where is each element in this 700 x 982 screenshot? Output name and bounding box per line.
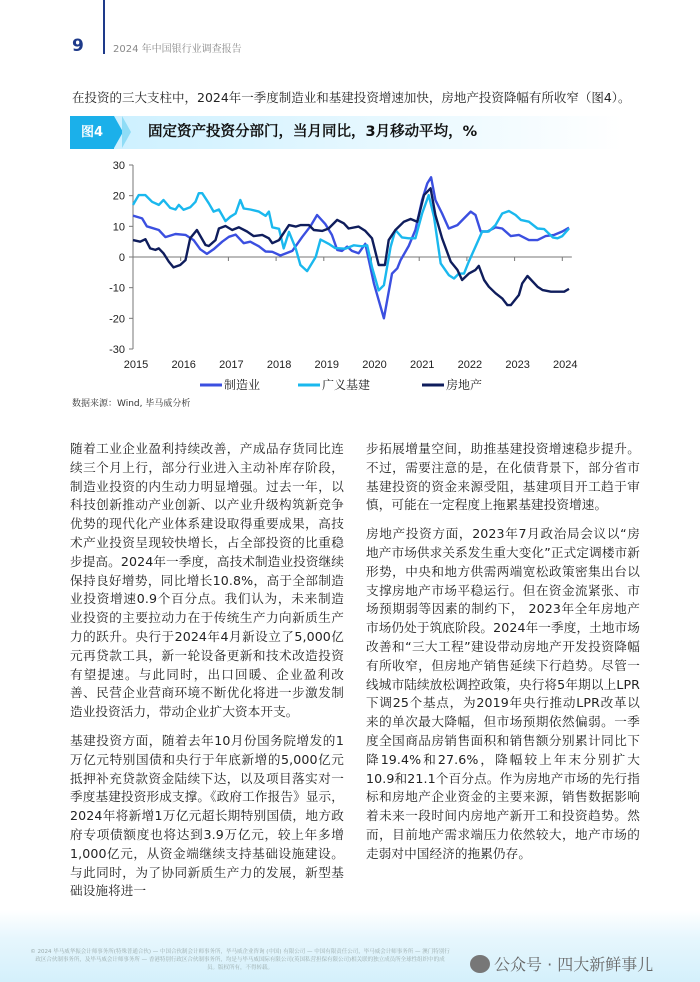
- x-tick-label: 2024: [553, 359, 578, 371]
- y-tick-label: 0: [118, 252, 125, 264]
- footer: [0, 910, 700, 982]
- x-tick-label: 2023: [505, 359, 530, 371]
- watermark: [470, 952, 653, 975]
- y-tick-label: -30: [109, 344, 125, 356]
- body-column-left: [70, 440, 344, 911]
- figure-label: 图4: [70, 116, 114, 149]
- watermark-text: 公众号 · 四大新鲜事儿: [494, 955, 654, 974]
- legend-label: 房地产: [446, 378, 483, 392]
- series-line-1: [133, 193, 569, 290]
- legend-label: 制造业: [224, 378, 261, 392]
- y-tick-label: 10: [112, 221, 125, 234]
- paragraph-infrastructure-cont: 步拓展增量空间，助推基建投资增速稳步提升。不过，需要注意的是，在化债背景下，部分省市基建投资的资金来源受阻，基建项目开工趋于审慎，可能在一定程度上拖累基建投资增速。: [366, 441, 640, 513]
- legal-notice: © 2024 毕马威华振会计师事务所(特殊普通合伙) — 中国合伙制会计师事务所，毕马威企业咨询 (中国) 有限公司 — 中国有限责任公司，毕马威会计师事务所 — 澳门特别行政区合伙制事务所，及毕马威会计师事务所 — 香港特别行政区合伙制事务所，均是与毕马威国际有限公司(英国私营担保有限公司)相关联的独立成员所全球性组织中的成员。版权所有，不得转载。: [30, 949, 450, 971]
- x-tick-label: 2015: [123, 359, 149, 371]
- legend-label: 广义基建: [322, 378, 371, 392]
- header-divider: [103, 0, 105, 54]
- running-title: 2024 年中国银行业调查报告: [113, 44, 242, 55]
- x-tick-label: 2021: [409, 359, 435, 371]
- x-tick-label: 2018: [266, 359, 292, 371]
- y-tick-label: -10: [109, 282, 125, 295]
- line-chart: [60, 150, 600, 394]
- paragraph-manufacturing: 随着工业企业盈利持续改善，产成品存货同比连续三个月上行，部分行业进入主动补库存阶段，制造业投资的内生动力明显增强。过去一年，以科技创新推动产业创新、以产业升级构筑新竞争优势的现代化产业体系建设取得重要成果，高技术产业投资呈现较快增长，占全部投资的比重稳步提高。2024年一季度，高技术制造业投资继续保持良好增势，同比增长10.8%，高于全部制造业投资增速0.9个百分点。我们认为，未来制造业投资的主要拉动力在于传统生产力向新质生产力的跃升。央行于2024年4月新设立了5,000亿元再贷款工具，新一轮设备更新和技术改造投资有望提速。与此同时，出口回暖、企业盈利改善、民营企业营商环境不断优化将进一步激发制造业投资活力，带动企业扩大资本开支。: [70, 441, 344, 720]
- y-tick-label: 20: [112, 190, 125, 203]
- x-tick-label: 2019: [314, 359, 340, 371]
- intro-paragraph: 在投资的三大支柱中，2024年一季度制造业和基建投资增速加快，房地产投资降幅有所收窄（图4）。: [72, 90, 631, 105]
- chevron-icon: [122, 116, 131, 148]
- x-tick-label: 2022: [457, 359, 483, 371]
- paragraph-infrastructure: 基建投资方面，随着去年10月份国务院增发的1万亿元特别国债和央行于年底新增的5,000亿元抵押补充贷款资金陆续下达，以及项目落实对一季度基建投资形成支撑。《政府工作报告》显示，2024年将新增1万亿元超长期特别国债，地方政府专项债额度也将达到3.9万亿元，较上年多增1,000亿元，从资金端继续支持基础设施建设。与此同时，为了协同新质生产力的发展，新型基础设施将进一: [70, 732, 344, 899]
- y-tick-label: -20: [109, 313, 125, 326]
- x-tick-label: 2016: [171, 359, 196, 371]
- figure-source: 数据来源：Wind, 毕马威分析: [72, 399, 191, 409]
- x-tick-label: 2017: [219, 359, 244, 371]
- x-tick-label: 2020: [362, 359, 387, 371]
- figure-title: 固定资产投资分部门，当月同比，3月移动平均，%: [148, 124, 478, 140]
- y-tick-label: 30: [112, 160, 125, 172]
- paragraph-real-estate: 房地产投资方面，2023年7月政治局会议以“房地产市场供求关系发生重大变化”正式定调楼市新形势，中央和地方供需两端宽松政策密集出台以支撑房地产市场平稳运行。但在资金流紧张、市场预期弱等因素的制约下， 2023年全年房地产市场仍处于筑底阶段。2024年一季度，土地市场改善和“三大工程”建设带动房地产开发投资降幅有所收窄，但房地产销售延续下行趋势。尽管一线城市陆续放松调控政策，央行将5年期以上LPR下调25个基点，为2019年央行推动LPR改革以来的单次最大降幅，但市场预期依然偏弱。一季度全国商品房销售面积和销售额分别累计同比下降19.4%和27.6%，降幅较上年末分别扩大10.9和21.1个百分点。作为房地产市场的先行指标和房地产企业资金的主要来源，销售数据影响着未来一段时间内房地产新开工和投资趋势。然而，目前地产需求端压力依然较大，地产市场的走弱对中国经济的拖累仍存。: [366, 526, 640, 861]
- body-column-right: [366, 440, 640, 874]
- series-line-0: [133, 177, 569, 318]
- figure-title-bar: [70, 116, 622, 149]
- page-number: 9: [72, 36, 84, 56]
- wechat-icon: [470, 955, 490, 973]
